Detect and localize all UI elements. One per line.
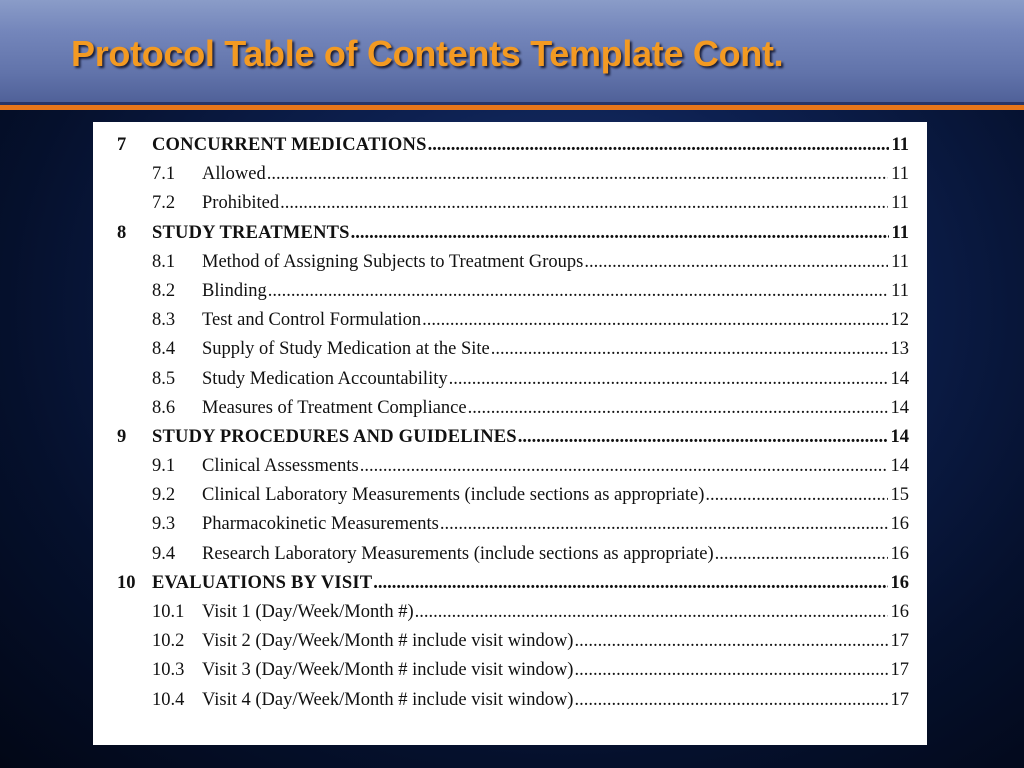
toc-entry (152, 569, 909, 598)
toc-entry-label: Allowed (202, 164, 266, 185)
toc-entry (202, 656, 909, 685)
toc-entry (202, 277, 909, 306)
toc-entry (202, 510, 909, 539)
toc-entry-number: 8.3 (152, 310, 176, 331)
toc-entry-label: Measures of Treatment Compliance (202, 397, 467, 418)
dot-leader (491, 335, 888, 364)
toc-entry-page-number: 14 (890, 368, 909, 389)
toc-entry-page-number: 11 (891, 193, 909, 214)
toc-entry (202, 365, 909, 394)
dot-leader (280, 189, 888, 218)
toc-entry-label: Visit 1 (Day/Week/Month #) (202, 602, 414, 622)
toc-entry-page-number: 11 (891, 222, 909, 243)
toc-entry-number: 9.1 (152, 456, 176, 477)
toc-entry-label: Visit 4 (Day/Week/Month # include visit window) (202, 689, 574, 710)
toc-entry (202, 394, 909, 423)
toc-section-row (93, 131, 927, 160)
toc-entry-number: 10.2 (152, 631, 185, 652)
toc-entry-number: 9.3 (152, 514, 176, 535)
toc-section-row (93, 219, 927, 248)
dot-leader (373, 569, 887, 598)
toc-subsection-row (93, 481, 927, 510)
dot-leader (415, 598, 888, 627)
dot-leader (351, 219, 889, 248)
toc-entry (202, 481, 909, 510)
toc-entry (202, 160, 909, 189)
toc-entry-label: Blinding (202, 280, 267, 301)
toc-entry-number: 10 (117, 572, 136, 593)
slide-title: Protocol Table of Contents Template Cont. (71, 33, 784, 74)
toc-entry-number: 8 (117, 222, 127, 243)
toc-document-image (93, 122, 927, 745)
toc-entry-label: CONCURRENT MEDICATIONS (152, 135, 427, 155)
toc-entry (152, 219, 909, 248)
dot-leader (428, 131, 889, 160)
toc-entry-page-number: 16 (890, 572, 909, 593)
table-of-contents (93, 131, 927, 715)
toc-entry (202, 189, 909, 218)
toc-entry-number: 9.2 (152, 485, 176, 506)
toc-entry (202, 627, 909, 656)
dot-leader (468, 394, 888, 423)
toc-entry-number: 8.6 (152, 397, 176, 418)
toc-subsection-row (93, 365, 927, 394)
toc-entry-number: 7.2 (152, 193, 176, 214)
toc-entry-page-number: 11 (891, 164, 909, 185)
toc-entry-page-number: 16 (890, 602, 909, 622)
toc-entry-page-number: 16 (890, 514, 909, 535)
toc-section-row (93, 569, 927, 598)
dot-leader (518, 423, 888, 452)
dot-leader (268, 277, 888, 306)
toc-entry-label: Research Laboratory Measurements (include sections as appropriate) (202, 543, 714, 564)
toc-entry (202, 248, 909, 277)
toc-entry-number: 8.2 (152, 280, 176, 301)
toc-entry-number: 8.1 (152, 251, 176, 272)
dot-leader (422, 306, 887, 335)
toc-entry-page-number: 17 (890, 631, 909, 652)
toc-section-row (93, 423, 927, 452)
toc-subsection-row (93, 335, 927, 364)
toc-entry-label: Pharmacokinetic Measurements (202, 514, 439, 535)
toc-subsection-row (93, 189, 927, 218)
toc-subsection-row (93, 540, 927, 569)
toc-entry-label: Clinical Laboratory Measurements (include sections as appropriate) (202, 485, 705, 506)
toc-subsection-row (93, 627, 927, 656)
toc-entry-label: STUDY TREATMENTS (152, 222, 350, 243)
toc-entry-number: 10.1 (152, 602, 185, 622)
toc-subsection-row (93, 452, 927, 481)
toc-subsection-row (93, 598, 927, 627)
toc-entry-number: 7.1 (152, 164, 176, 185)
toc-subsection-row (93, 248, 927, 277)
toc-entry-page-number: 14 (890, 397, 909, 418)
toc-entry-number: 9 (117, 426, 127, 447)
toc-entry-page-number: 15 (890, 485, 909, 506)
toc-entry-number: 8.4 (152, 339, 176, 360)
dot-leader (360, 452, 888, 481)
toc-entry-page-number: 13 (890, 339, 909, 360)
toc-subsection-row (93, 306, 927, 335)
toc-entry-number: 10.3 (152, 660, 185, 681)
toc-entry-label: Prohibited (202, 193, 280, 214)
toc-entry-label: Clinical Assessments (202, 456, 359, 477)
dot-leader (449, 365, 888, 394)
toc-entry-number: 10.4 (152, 689, 185, 710)
toc-entry-page-number: 11 (891, 251, 909, 272)
title-bar (0, 0, 1024, 110)
toc-entry-page-number: 11 (891, 280, 909, 301)
toc-subsection-row (93, 277, 927, 306)
toc-entry-page-number: 12 (890, 310, 909, 331)
toc-entry (202, 452, 909, 481)
dot-leader (705, 481, 887, 510)
toc-entry (152, 131, 909, 160)
toc-entry-page-number: 14 (890, 456, 909, 477)
toc-entry-label: Supply of Study Medication at the Site (202, 339, 490, 360)
toc-entry-page-number: 17 (890, 660, 909, 681)
dot-leader (574, 656, 887, 685)
toc-entry-label: Test and Control Formulation (202, 310, 422, 331)
toc-subsection-row (93, 394, 927, 423)
toc-entry (202, 686, 909, 715)
toc-entry (202, 335, 909, 364)
toc-entry-number: 9.4 (152, 543, 176, 564)
dot-leader (267, 160, 888, 189)
toc-entry (202, 540, 909, 569)
toc-entry (202, 306, 909, 335)
toc-entry-label: Study Medication Accountability (202, 368, 448, 389)
toc-entry-label: EVALUATIONS BY VISIT (152, 572, 373, 593)
toc-entry-page-number: 11 (891, 135, 909, 155)
dot-leader (574, 627, 887, 656)
toc-entry-page-number: 17 (890, 689, 909, 710)
toc-subsection-row (93, 160, 927, 189)
toc-entry (202, 598, 909, 627)
toc-entry-number: 8.5 (152, 368, 176, 389)
toc-entry-label: Visit 3 (Day/Week/Month # include visit window) (202, 660, 574, 681)
toc-subsection-row (93, 510, 927, 539)
toc-entry (152, 423, 909, 452)
toc-subsection-row (93, 656, 927, 685)
dot-leader (440, 510, 888, 539)
dot-leader (574, 686, 887, 715)
toc-subsection-row (93, 686, 927, 715)
toc-entry-page-number: 16 (890, 543, 909, 564)
toc-entry-page-number: 14 (890, 426, 909, 447)
toc-entry-label: Method of Assigning Subjects to Treatment Groups (202, 251, 584, 272)
toc-entry-label: STUDY PROCEDURES AND GUIDELINES (152, 426, 517, 447)
toc-entry-number: 7 (117, 135, 127, 155)
toc-entry-label: Visit 2 (Day/Week/Month # include visit window) (202, 631, 574, 652)
dot-leader (584, 248, 888, 277)
dot-leader (715, 540, 888, 569)
